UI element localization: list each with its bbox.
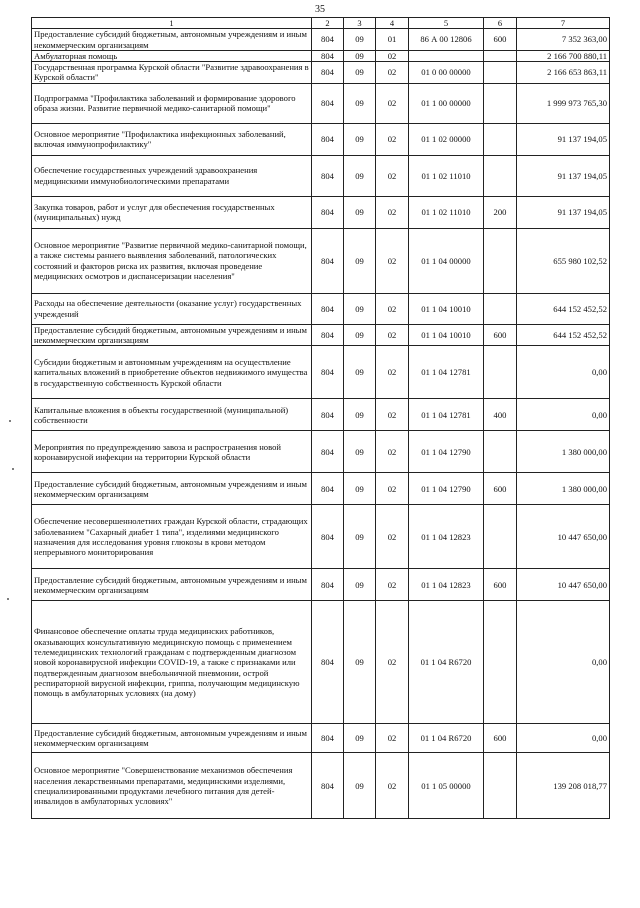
row-target-code: 01 1 05 00000 bbox=[409, 753, 484, 819]
scan-speck bbox=[9, 420, 11, 422]
row-section: 09 bbox=[344, 62, 376, 84]
table-row bbox=[32, 83, 610, 123]
page-number: 35 bbox=[315, 4, 325, 15]
row-admin-code: 804 bbox=[312, 155, 344, 196]
row-target-code: 01 1 04 00000 bbox=[409, 228, 484, 293]
row-section: 09 bbox=[344, 473, 376, 505]
table-row bbox=[32, 50, 610, 61]
row-amount: 2 166 653 863,11 bbox=[517, 62, 610, 84]
row-admin-code: 804 bbox=[312, 83, 344, 123]
row-section: 09 bbox=[344, 431, 376, 473]
row-admin-code: 804 bbox=[312, 29, 344, 51]
row-admin-code: 804 bbox=[312, 505, 344, 569]
row-amount: 10 447 650,00 bbox=[517, 505, 610, 569]
row-section: 09 bbox=[344, 724, 376, 753]
row-expense-kind: 200 bbox=[484, 196, 517, 228]
row-expense-kind bbox=[484, 155, 517, 196]
row-target-code: 01 1 02 11010 bbox=[409, 155, 484, 196]
row-amount: 7 352 363,00 bbox=[517, 29, 610, 51]
row-section: 09 bbox=[344, 196, 376, 228]
row-target-code: 01 0 00 00000 bbox=[409, 62, 484, 84]
row-target-code: 01 1 04 12790 bbox=[409, 473, 484, 505]
column-number-7: 7 bbox=[517, 18, 610, 29]
row-name: Основное мероприятие "Совершенствование механизмов обеспечения населения лекарственными препаратами, медицинскими изделиями, специализированными продуктами лечебного питания для детей-инвалидов в амбулаторных условиях" bbox=[32, 753, 312, 819]
row-subsection: 02 bbox=[376, 50, 409, 61]
row-target-code: 01 1 04 12781 bbox=[409, 346, 484, 399]
row-amount: 1 380 000,00 bbox=[517, 431, 610, 473]
row-admin-code: 804 bbox=[312, 228, 344, 293]
row-name: Предоставление субсидий бюджетным, автономным учреждениям и иным некоммерческим организациям bbox=[32, 569, 312, 601]
row-amount: 655 980 102,52 bbox=[517, 228, 610, 293]
row-admin-code: 804 bbox=[312, 473, 344, 505]
row-expense-kind bbox=[484, 123, 517, 155]
row-admin-code: 804 bbox=[312, 62, 344, 84]
table-row bbox=[32, 293, 610, 324]
row-expense-kind bbox=[484, 431, 517, 473]
table-row bbox=[32, 505, 610, 569]
table-row bbox=[32, 753, 610, 819]
row-section: 09 bbox=[344, 123, 376, 155]
table-row bbox=[32, 62, 610, 84]
row-admin-code: 804 bbox=[312, 196, 344, 228]
row-admin-code: 804 bbox=[312, 346, 344, 399]
row-subsection: 02 bbox=[376, 569, 409, 601]
row-amount: 0,00 bbox=[517, 399, 610, 431]
row-subsection: 02 bbox=[376, 399, 409, 431]
table-row bbox=[32, 473, 610, 505]
row-target-code: 01 1 04 12781 bbox=[409, 399, 484, 431]
row-name: Основное мероприятие "Профилактика инфекционных заболеваний, включая иммунопрофилактику" bbox=[32, 123, 312, 155]
row-target-code: 01 1 04 10010 bbox=[409, 324, 484, 346]
table-row bbox=[32, 123, 610, 155]
row-admin-code: 804 bbox=[312, 123, 344, 155]
row-name: Подпрограмма "Профилактика заболеваний и формирование здорового образа жизни. Развитие первичной медико-санитарной помощи" bbox=[32, 83, 312, 123]
table-row bbox=[32, 399, 610, 431]
row-name: Государственная программа Курской области "Развитие здравоохранения в Курской области" bbox=[32, 62, 312, 84]
row-admin-code: 804 bbox=[312, 724, 344, 753]
row-name: Обеспечение несовершеннолетних граждан Курской области, страдающих заболеванием "Сахарный диабет 1 типа", изделиями медицинского назначения для исследования уровня глюкозы в крови методом непрерывного мониторирования bbox=[32, 505, 312, 569]
row-subsection: 02 bbox=[376, 431, 409, 473]
table-row bbox=[32, 155, 610, 196]
row-expense-kind: 600 bbox=[484, 473, 517, 505]
row-section: 09 bbox=[344, 324, 376, 346]
table-row bbox=[32, 724, 610, 753]
row-expense-kind bbox=[484, 228, 517, 293]
row-name: Капитальные вложения в объекты государственной (муниципальной) собственности bbox=[32, 399, 312, 431]
row-admin-code: 804 bbox=[312, 50, 344, 61]
row-target-code: 01 1 04 R6720 bbox=[409, 724, 484, 753]
row-amount: 0,00 bbox=[517, 724, 610, 753]
table-row bbox=[32, 601, 610, 724]
row-subsection: 02 bbox=[376, 293, 409, 324]
row-target-code: 01 1 02 00000 bbox=[409, 123, 484, 155]
row-admin-code: 804 bbox=[312, 431, 344, 473]
row-target-code bbox=[409, 50, 484, 61]
row-expense-kind bbox=[484, 346, 517, 399]
row-admin-code: 804 bbox=[312, 293, 344, 324]
row-subsection: 02 bbox=[376, 228, 409, 293]
row-subsection: 01 bbox=[376, 29, 409, 51]
column-number-2: 2 bbox=[312, 18, 344, 29]
row-target-code: 01 1 04 10010 bbox=[409, 293, 484, 324]
column-number-5: 5 bbox=[409, 18, 484, 29]
row-amount: 0,00 bbox=[517, 601, 610, 724]
row-target-code: 01 1 02 11010 bbox=[409, 196, 484, 228]
row-expense-kind: 400 bbox=[484, 399, 517, 431]
row-section: 09 bbox=[344, 228, 376, 293]
row-section: 09 bbox=[344, 505, 376, 569]
column-number-4: 4 bbox=[376, 18, 409, 29]
row-expense-kind bbox=[484, 505, 517, 569]
row-expense-kind bbox=[484, 293, 517, 324]
row-section: 09 bbox=[344, 601, 376, 724]
row-name: Субсидии бюджетным и автономным учреждениям на осуществление капитальных вложений в приобретение объектов недвижимого имущества в государственную собственность Курской области bbox=[32, 346, 312, 399]
row-name: Финансовое обеспечение оплаты труда медицинских работников, оказывающих консультативную медицинскую помощь с применением телемедицинских технологий гражданам с подтвержденным диагнозом новой коронавирусной инфекции COVID-19, а также с признаками или подтвержденным диагнозом внебольничной пневмонии, острой респираторной вирусной инфекции, гриппа, получающим медицинскую помощь в амбулаторных условиях (на дому) bbox=[32, 601, 312, 724]
row-amount: 1 380 000,00 bbox=[517, 473, 610, 505]
row-section: 09 bbox=[344, 569, 376, 601]
row-target-code: 01 1 04 12823 bbox=[409, 569, 484, 601]
row-amount: 91 137 194,05 bbox=[517, 196, 610, 228]
row-admin-code: 804 bbox=[312, 399, 344, 431]
row-amount: 2 166 700 880,11 bbox=[517, 50, 610, 61]
column-number-1: 1 bbox=[32, 18, 312, 29]
budget-table bbox=[31, 17, 610, 819]
row-target-code: 01 1 04 R6720 bbox=[409, 601, 484, 724]
row-amount: 10 447 650,00 bbox=[517, 569, 610, 601]
row-section: 09 bbox=[344, 29, 376, 51]
row-expense-kind bbox=[484, 753, 517, 819]
table-row bbox=[32, 324, 610, 346]
row-subsection: 02 bbox=[376, 155, 409, 196]
row-subsection: 02 bbox=[376, 62, 409, 84]
row-subsection: 02 bbox=[376, 123, 409, 155]
row-expense-kind: 600 bbox=[484, 569, 517, 601]
table-row bbox=[32, 346, 610, 399]
row-name: Предоставление субсидий бюджетным, автономным учреждениям и иным некоммерческим организациям bbox=[32, 473, 312, 505]
scan-speck bbox=[7, 598, 9, 600]
column-number-6: 6 bbox=[484, 18, 517, 29]
row-name: Предоставление субсидий бюджетным, автономным учреждениям и иным некоммерческим организациям bbox=[32, 29, 312, 51]
row-admin-code: 804 bbox=[312, 753, 344, 819]
table-row bbox=[32, 228, 610, 293]
table-row bbox=[32, 29, 610, 51]
row-section: 09 bbox=[344, 399, 376, 431]
row-admin-code: 804 bbox=[312, 601, 344, 724]
row-subsection: 02 bbox=[376, 196, 409, 228]
row-target-code: 01 1 00 00000 bbox=[409, 83, 484, 123]
row-target-code: 01 1 04 12823 bbox=[409, 505, 484, 569]
row-target-code: 86 А 00 12806 bbox=[409, 29, 484, 51]
row-amount: 91 137 194,05 bbox=[517, 155, 610, 196]
row-subsection: 02 bbox=[376, 324, 409, 346]
row-subsection: 02 bbox=[376, 83, 409, 123]
row-subsection: 02 bbox=[376, 346, 409, 399]
row-admin-code: 804 bbox=[312, 324, 344, 346]
row-expense-kind: 600 bbox=[484, 29, 517, 51]
row-expense-kind: 600 bbox=[484, 724, 517, 753]
row-expense-kind bbox=[484, 83, 517, 123]
table-row bbox=[32, 569, 610, 601]
table-body bbox=[32, 18, 610, 819]
row-name: Закупка товаров, работ и услуг для обеспечения государственных (муниципальных) нужд bbox=[32, 196, 312, 228]
table-row bbox=[32, 196, 610, 228]
row-section: 09 bbox=[344, 155, 376, 196]
row-name: Предоставление субсидий бюджетным, автономным учреждениям и иным некоммерческим организациям bbox=[32, 724, 312, 753]
row-subsection: 02 bbox=[376, 473, 409, 505]
row-amount: 0,00 bbox=[517, 346, 610, 399]
row-subsection: 02 bbox=[376, 753, 409, 819]
row-amount: 644 152 452,52 bbox=[517, 324, 610, 346]
row-section: 09 bbox=[344, 83, 376, 123]
row-subsection: 02 bbox=[376, 601, 409, 724]
row-name: Амбулаторная помощь bbox=[32, 50, 312, 61]
row-expense-kind bbox=[484, 601, 517, 724]
row-subsection: 02 bbox=[376, 505, 409, 569]
row-name: Основное мероприятие "Развитие первичной медико-санитарной помощи, а также системы раннего выявления заболеваний, патологических состояний и факторов риска их развития, включая проведение медицинских осмотров и диспансеризации населения" bbox=[32, 228, 312, 293]
row-expense-kind bbox=[484, 50, 517, 61]
row-expense-kind: 600 bbox=[484, 324, 517, 346]
row-name: Расходы на обеспечение деятельности (оказание услуг) государственных учреждений bbox=[32, 293, 312, 324]
row-amount: 1 999 973 765,30 bbox=[517, 83, 610, 123]
row-section: 09 bbox=[344, 753, 376, 819]
row-section: 09 bbox=[344, 50, 376, 61]
row-amount: 91 137 194,05 bbox=[517, 123, 610, 155]
row-name: Мероприятия по предупреждению завоза и распространения новой коронавирусной инфекции на территории Курской области bbox=[32, 431, 312, 473]
scan-speck bbox=[12, 468, 14, 470]
row-section: 09 bbox=[344, 293, 376, 324]
row-name: Обеспечение государственных учреждений здравоохранения медицинскими иммунобиологическими препаратами bbox=[32, 155, 312, 196]
row-expense-kind bbox=[484, 62, 517, 84]
column-number-row bbox=[32, 18, 610, 29]
row-target-code: 01 1 04 12790 bbox=[409, 431, 484, 473]
table-row bbox=[32, 431, 610, 473]
row-section: 09 bbox=[344, 346, 376, 399]
row-subsection: 02 bbox=[376, 724, 409, 753]
row-amount: 644 152 452,52 bbox=[517, 293, 610, 324]
row-name: Предоставление субсидий бюджетным, автономным учреждениям и иным некоммерческим организациям bbox=[32, 324, 312, 346]
row-amount: 139 208 018,77 bbox=[517, 753, 610, 819]
row-admin-code: 804 bbox=[312, 569, 344, 601]
column-number-3: 3 bbox=[344, 18, 376, 29]
